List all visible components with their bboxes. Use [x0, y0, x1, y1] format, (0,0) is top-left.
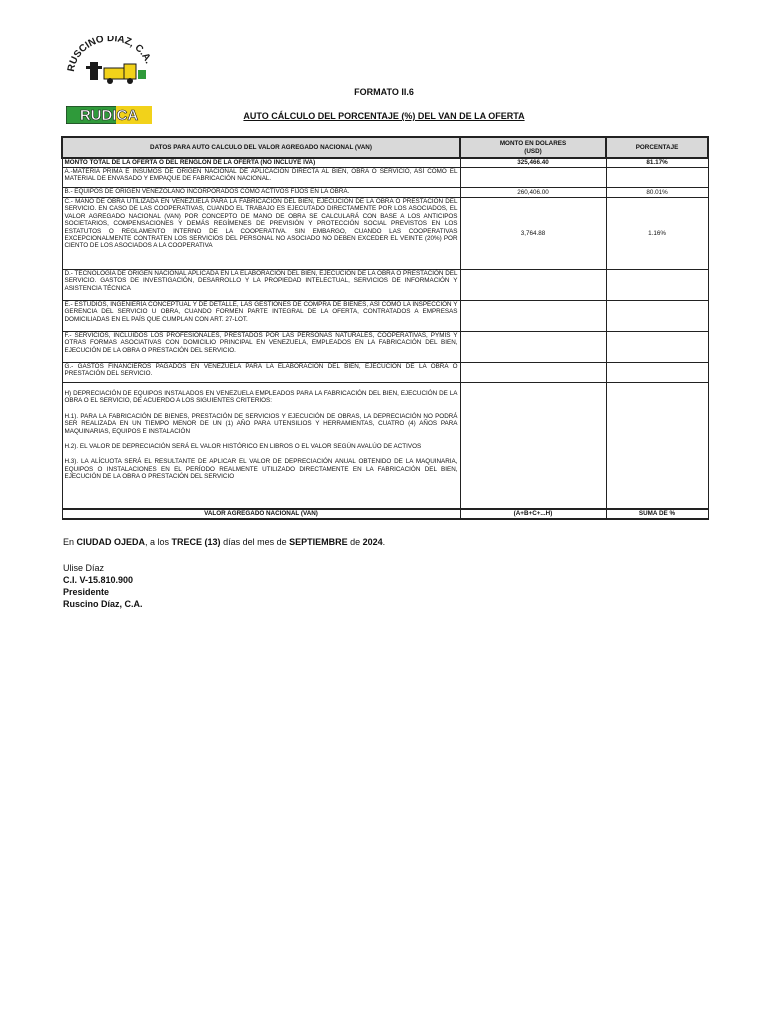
row-d-percentage	[606, 270, 708, 301]
column-header-description: DATOS PARA AUTO CALCULO DEL VALOR AGREGADO NACIONAL (VAN)	[62, 137, 460, 158]
total-row	[62, 158, 708, 168]
total-label: MONTO TOTAL DE LA OFERTA O DEL RENGLON DE LA OFERTA (NO INCLUYE IVA)	[62, 158, 460, 168]
closing-statement: En CIUDAD OJEDA, a los TRECE (13) días del mes de SEPTIEMBRE de 2024.	[63, 537, 386, 547]
document-title: AUTO CÁLCULO DEL PORCENTAJE (%) DEL VAN DE LA OFERTA	[243, 111, 525, 121]
table-row	[62, 168, 708, 188]
footer-label: VALOR AGREGADO NACIONAL (VAN)	[62, 509, 460, 519]
row-h3: H.3). LA ALÍCUOTA SERÁ EL RESULTANTE DE APLICAR EL VALOR DE DEPRECIACIÓN ANUAL OBTENIDO DE LA MAQUINARIA, EQUIPOS O INSTALACIONES EN EL PERÍODO REALMENTE UTILIZADO DIRECTAMENTE EN LA FABRICACIÓN DEL BIEN, EJECUCIÓN DE LA OBRA O PRESTACIÓN DEL SERVICIO	[64, 458, 458, 481]
row-f-label: F.- SERVICIOS, INCLUIDOS LOS PROFESIONALES, PRESTADOS POR LAS PERSONAS NATURALES, COOPERATIVAS, PYMIS Y OTRAS FORMAS ASOCIATIVAS CON DOMICILIO PRINCIPAL EN VENEZUELA, EMPLEADOS EN LA FABRICACIÓN DEL BIEN, EJECUCIÓN DE LA OBRA O PRESTACIÓN DEL SERVICIO.	[62, 332, 460, 363]
row-e-amount	[460, 301, 606, 332]
row-f-amount	[460, 332, 606, 363]
table-row	[62, 363, 708, 383]
column-header-amount: MONTO EN DOLARES (USD)	[460, 137, 606, 158]
row-b-percentage: 80.01%	[606, 188, 708, 198]
footer-amount: (A+B+C+...H)	[460, 509, 606, 519]
row-e-percentage	[606, 301, 708, 332]
row-g-percentage	[606, 363, 708, 383]
total-percentage: 81.17%	[606, 158, 708, 168]
column-header-percentage: PORCENTAJE	[606, 137, 708, 158]
signer-id: C.I. V-15.810.900	[63, 575, 134, 585]
row-h-percentage	[606, 383, 708, 509]
logo-arc-text: RUSCINO DIAZ, C.A.	[66, 36, 154, 73]
row-c-label: C.- MANO DE OBRA UTILIZADA EN VENEZUELA PARA LA FABRICACIÓN DEL BIEN, EJECUCIÓN DE LA OBRA O PRESTACIÓN DEL SERVICIO. EN CASO DE LAS COOPERATIVAS, CUANDO EL TRABAJO ES EJECUTADO DIRECTAMENTE POR LOS ASOCIADOS, EL VALOR AGREGADO NACIONAL (VAN) POR CONCEPTO DE MANO DE OBRA SE CALCULARÁ CON BASE A LOS ANTICIPOS SOCIETARIOS, COMPENSACIONES Y DEMÁS REGÍMENES DE PREVISIÓN Y PROTECCIÓN SOCIAL PREVISTOS EN LOS ESTATUTOS O REGLAMENTO INTERNO DE LA COOPERATIVA. SIN EMBARGO, CUANDO LAS COOPERATIVAS EXCEPCIONALMENTE CONTRATEN LOS SERVICIOS DEL PERSONAL NO ASOCIADO NO DEBEN EXCEDER EL VEINTE (20%) POR CIENTO DE LOS ASOCIADOS A LA COOPERATIVA	[62, 198, 460, 270]
row-b-label: B.- EQUIPOS DE ORIGEN VENEZOLANO INCORPORADOS COMO ACTIVOS FIJOS EN LA OBRA.	[62, 188, 460, 198]
row-f-percentage	[606, 332, 708, 363]
signer-name: Ulise Díaz	[63, 563, 105, 573]
row-g-amount	[460, 363, 606, 383]
row-c-percentage: 1.16%	[606, 198, 708, 270]
row-b-amount: 260,406.00	[460, 188, 606, 198]
total-amount: 325,466.40	[460, 158, 606, 168]
closing-day: TRECE (13)	[171, 537, 221, 547]
row-a-amount	[460, 168, 606, 188]
closing-month: SEPTIEMBRE	[289, 537, 348, 547]
truck-icon	[86, 62, 146, 84]
footer-percentage: SUMA DE %	[606, 509, 708, 519]
row-h-label	[62, 383, 460, 509]
signer-role: Presidente	[63, 587, 110, 597]
row-h1: H.1). PARA LA FABRICACIÓN DE BIENES, PRESTACIÓN DE SERVICIOS Y EJECUCIÓN DE OBRAS, LA DEPRECIACIÓN NO PODRÁ SER REALIZADA EN UN TIEMPO MENOR DE UN (1) AÑO PARA UTENSILIOS Y HERRAMIENTAS, CUATRO (4) AÑOS PARA MAQUINARIAS, EQUIPOS E INSTALACIÓN	[64, 412, 458, 435]
closing-city: CIUDAD OJEDA	[76, 537, 146, 547]
table-row	[62, 198, 708, 270]
row-g-label: G.- GASTOS FINANCIEROS PAGADOS EN VENEZUELA PARA LA ELABORACIÓN DEL BIEN, EJECUCIÓN DE LA OBRA O PRESTACIÓN DEL SERVICIO.	[62, 363, 460, 383]
row-d-label: D.- TECNOLOGÍA DE ORIGEN NACIONAL APLICADA EN LA ELABORACIÓN DEL BIEN, EJECUCIÓN DE LA OBRA O PRESTACIÓN DEL SERVICIO. GASTOS DE INVESTIGACIÓN, DESARROLLO Y LA PROPIEDAD INTELECTUAL, SERVICIOS DE INFORMACIÓN Y ASISTENCIA TÉCNICA	[62, 270, 460, 301]
row-h-amount	[460, 383, 606, 509]
table-header-row	[62, 137, 708, 158]
row-a-percentage	[606, 168, 708, 188]
table-row	[62, 383, 708, 509]
row-h2: H.2). EL VALOR DE DEPRECIACIÓN SERÁ EL VALOR HISTÓRICO EN LIBROS O EL VALOR SEGÚN AVALÚO DE ACTIVOS	[64, 443, 422, 451]
van-table	[61, 136, 709, 520]
row-e-label: E.- ESTUDIOS, INGENIERÍA CONCEPTUAL Y DE DETALLE, LAS GESTIONES DE COMPRA DE BIENES, ASÍ COMO LA INSPECCIÓN Y GERENCIA DEL SERVICIO U OBRA, CUANDO FORMEN PARTE INTEGRAL DE LA OFERTA, CONTRATADOS A EMPRESAS DOMICILIADAS EN EL PAÍS QUE CUMPLAN CON ART. 27-LOT.	[62, 301, 460, 332]
format-label: FORMATO II.6	[354, 87, 414, 97]
signature-block	[63, 562, 143, 610]
logo-wordmark-text: RUDICA	[79, 107, 139, 124]
signer-company: Ruscino Díaz, C.A.	[63, 599, 143, 609]
table-row	[62, 301, 708, 332]
table-row	[62, 332, 708, 363]
row-c-amount: 3,764.88	[460, 198, 606, 270]
table-row	[62, 270, 708, 301]
row-d-amount	[460, 270, 606, 301]
table-row	[62, 188, 708, 198]
closing-year: 2024	[362, 537, 383, 547]
row-h-intro: H) DEPRECIACIÓN DE EQUIPOS INSTALADOS EN VENEZUELA EMPLEADOS PARA LA FABRICACIÓN DEL BIEN, EJECUCIÓN DE LA OBRA O EL SERVICIO, DE ACUERDO A LOS SIGUIENTES CRITERIOS:	[64, 390, 458, 405]
row-a-label: A.-MATERIA PRIMA E INSUMOS DE ORIGEN NACIONAL DE APLICACIÓN DIRECTA AL BIEN, OBRA O SERVICIO, ASÍ COMO EL MATERIAL DE ENVASADO Y EMPAQUE DE FABRICACIÓN NACIONAL.	[62, 168, 460, 188]
table-footer-row	[62, 509, 708, 519]
